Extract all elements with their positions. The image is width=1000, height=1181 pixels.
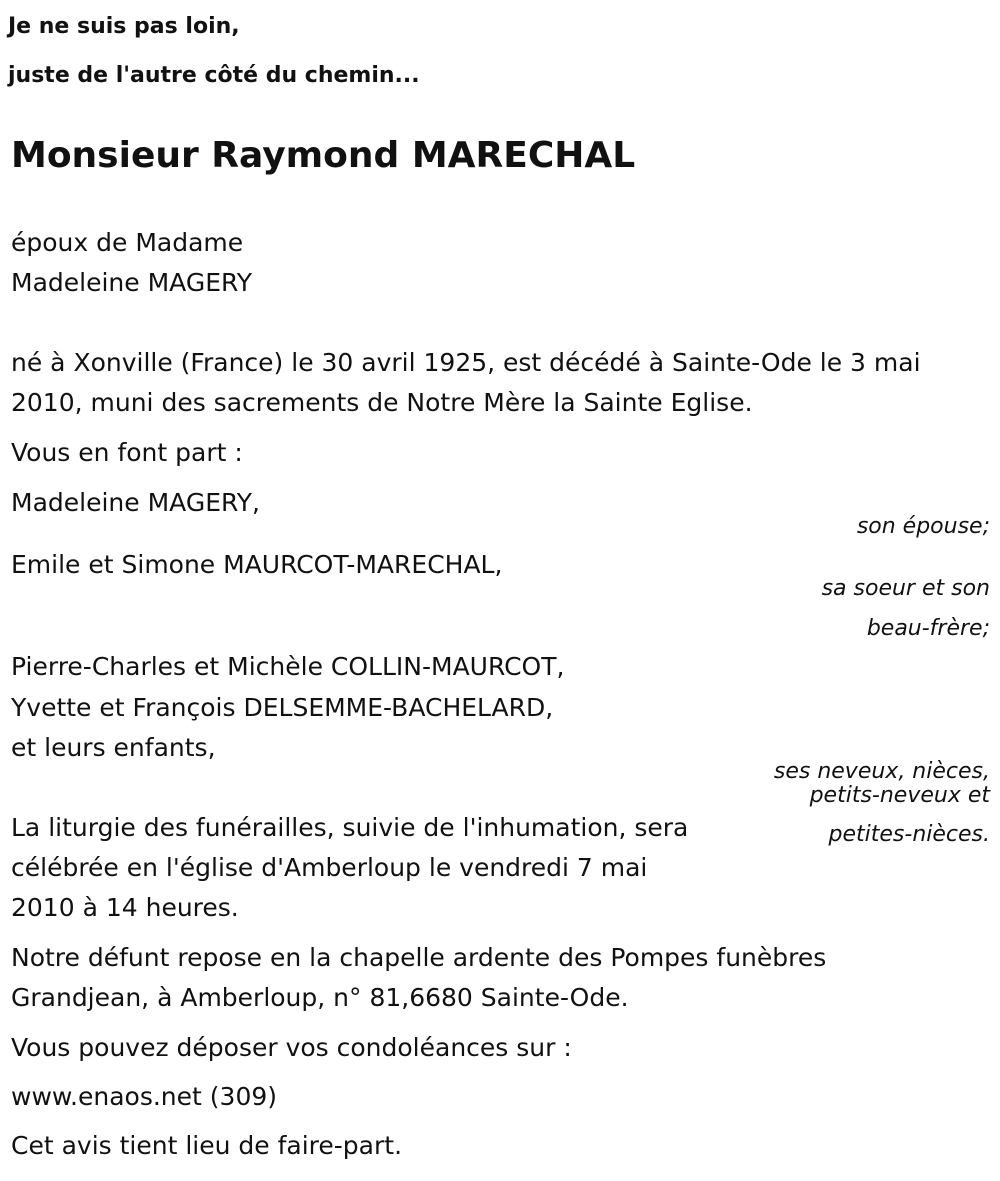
funeral-line-2: célébrée en l'église d'Amberloup le vendredi 7 mai (11, 853, 648, 882)
family-relation: son épouse; (856, 514, 990, 539)
condolences-site: www.enaos.net (309) (11, 1082, 278, 1111)
spouse-line-1: époux de Madame (11, 228, 244, 257)
family-names: Pierre-Charles et Michèle COLLIN-MAURCOT, (11, 652, 565, 681)
condolences-intro: Vous pouvez déposer vos condoléances sur : (11, 1033, 572, 1062)
family-relation: petites-nièces. (828, 822, 990, 847)
family-names: et leurs enfants, (11, 733, 216, 762)
family-names: Yvette et François DELSEMME-BACHELARD, (11, 693, 554, 722)
funeral-line-1: La liturgie des funérailles, suivie de l'inhumation, sera (11, 813, 689, 842)
funeral-line-3: 2010 à 14 heures. (11, 893, 239, 922)
closing-note: Cet avis tient lieu de faire-part. (11, 1131, 403, 1160)
family-relation: petits-neveux et (809, 783, 990, 808)
family-names: Emile et Simone MAURCOT-MARECHAL, (11, 550, 503, 579)
family-relation: sa soeur et son (821, 576, 990, 601)
family-relation: beau-frère; (866, 616, 990, 641)
rest-line-1: Notre défunt repose en la chapelle ardente des Pompes funèbres (11, 943, 827, 972)
family-names: Madeleine MAGERY, (11, 488, 260, 517)
announcement-intro: Vous en font part : (11, 438, 243, 467)
epigraph-line-1: Je ne suis pas loin, (8, 14, 240, 39)
birth-death-line-2: 2010, muni des sacrements de Notre Mère la Sainte Eglise. (11, 388, 753, 417)
epigraph-line-2: juste de l'autre côté du chemin... (8, 63, 420, 88)
birth-death-line-1: né à Xonville (France) le 30 avril 1925, est décédé à Sainte-Ode le 3 mai (11, 348, 921, 377)
spouse-line-2: Madeleine MAGERY (11, 268, 253, 297)
family-relation: ses neveux, nièces, (773, 759, 990, 784)
deceased-name: Monsieur Raymond MARECHAL (11, 135, 636, 176)
rest-line-2: Grandjean, à Amberloup, n° 81,6680 Sainte-Ode. (11, 983, 629, 1012)
